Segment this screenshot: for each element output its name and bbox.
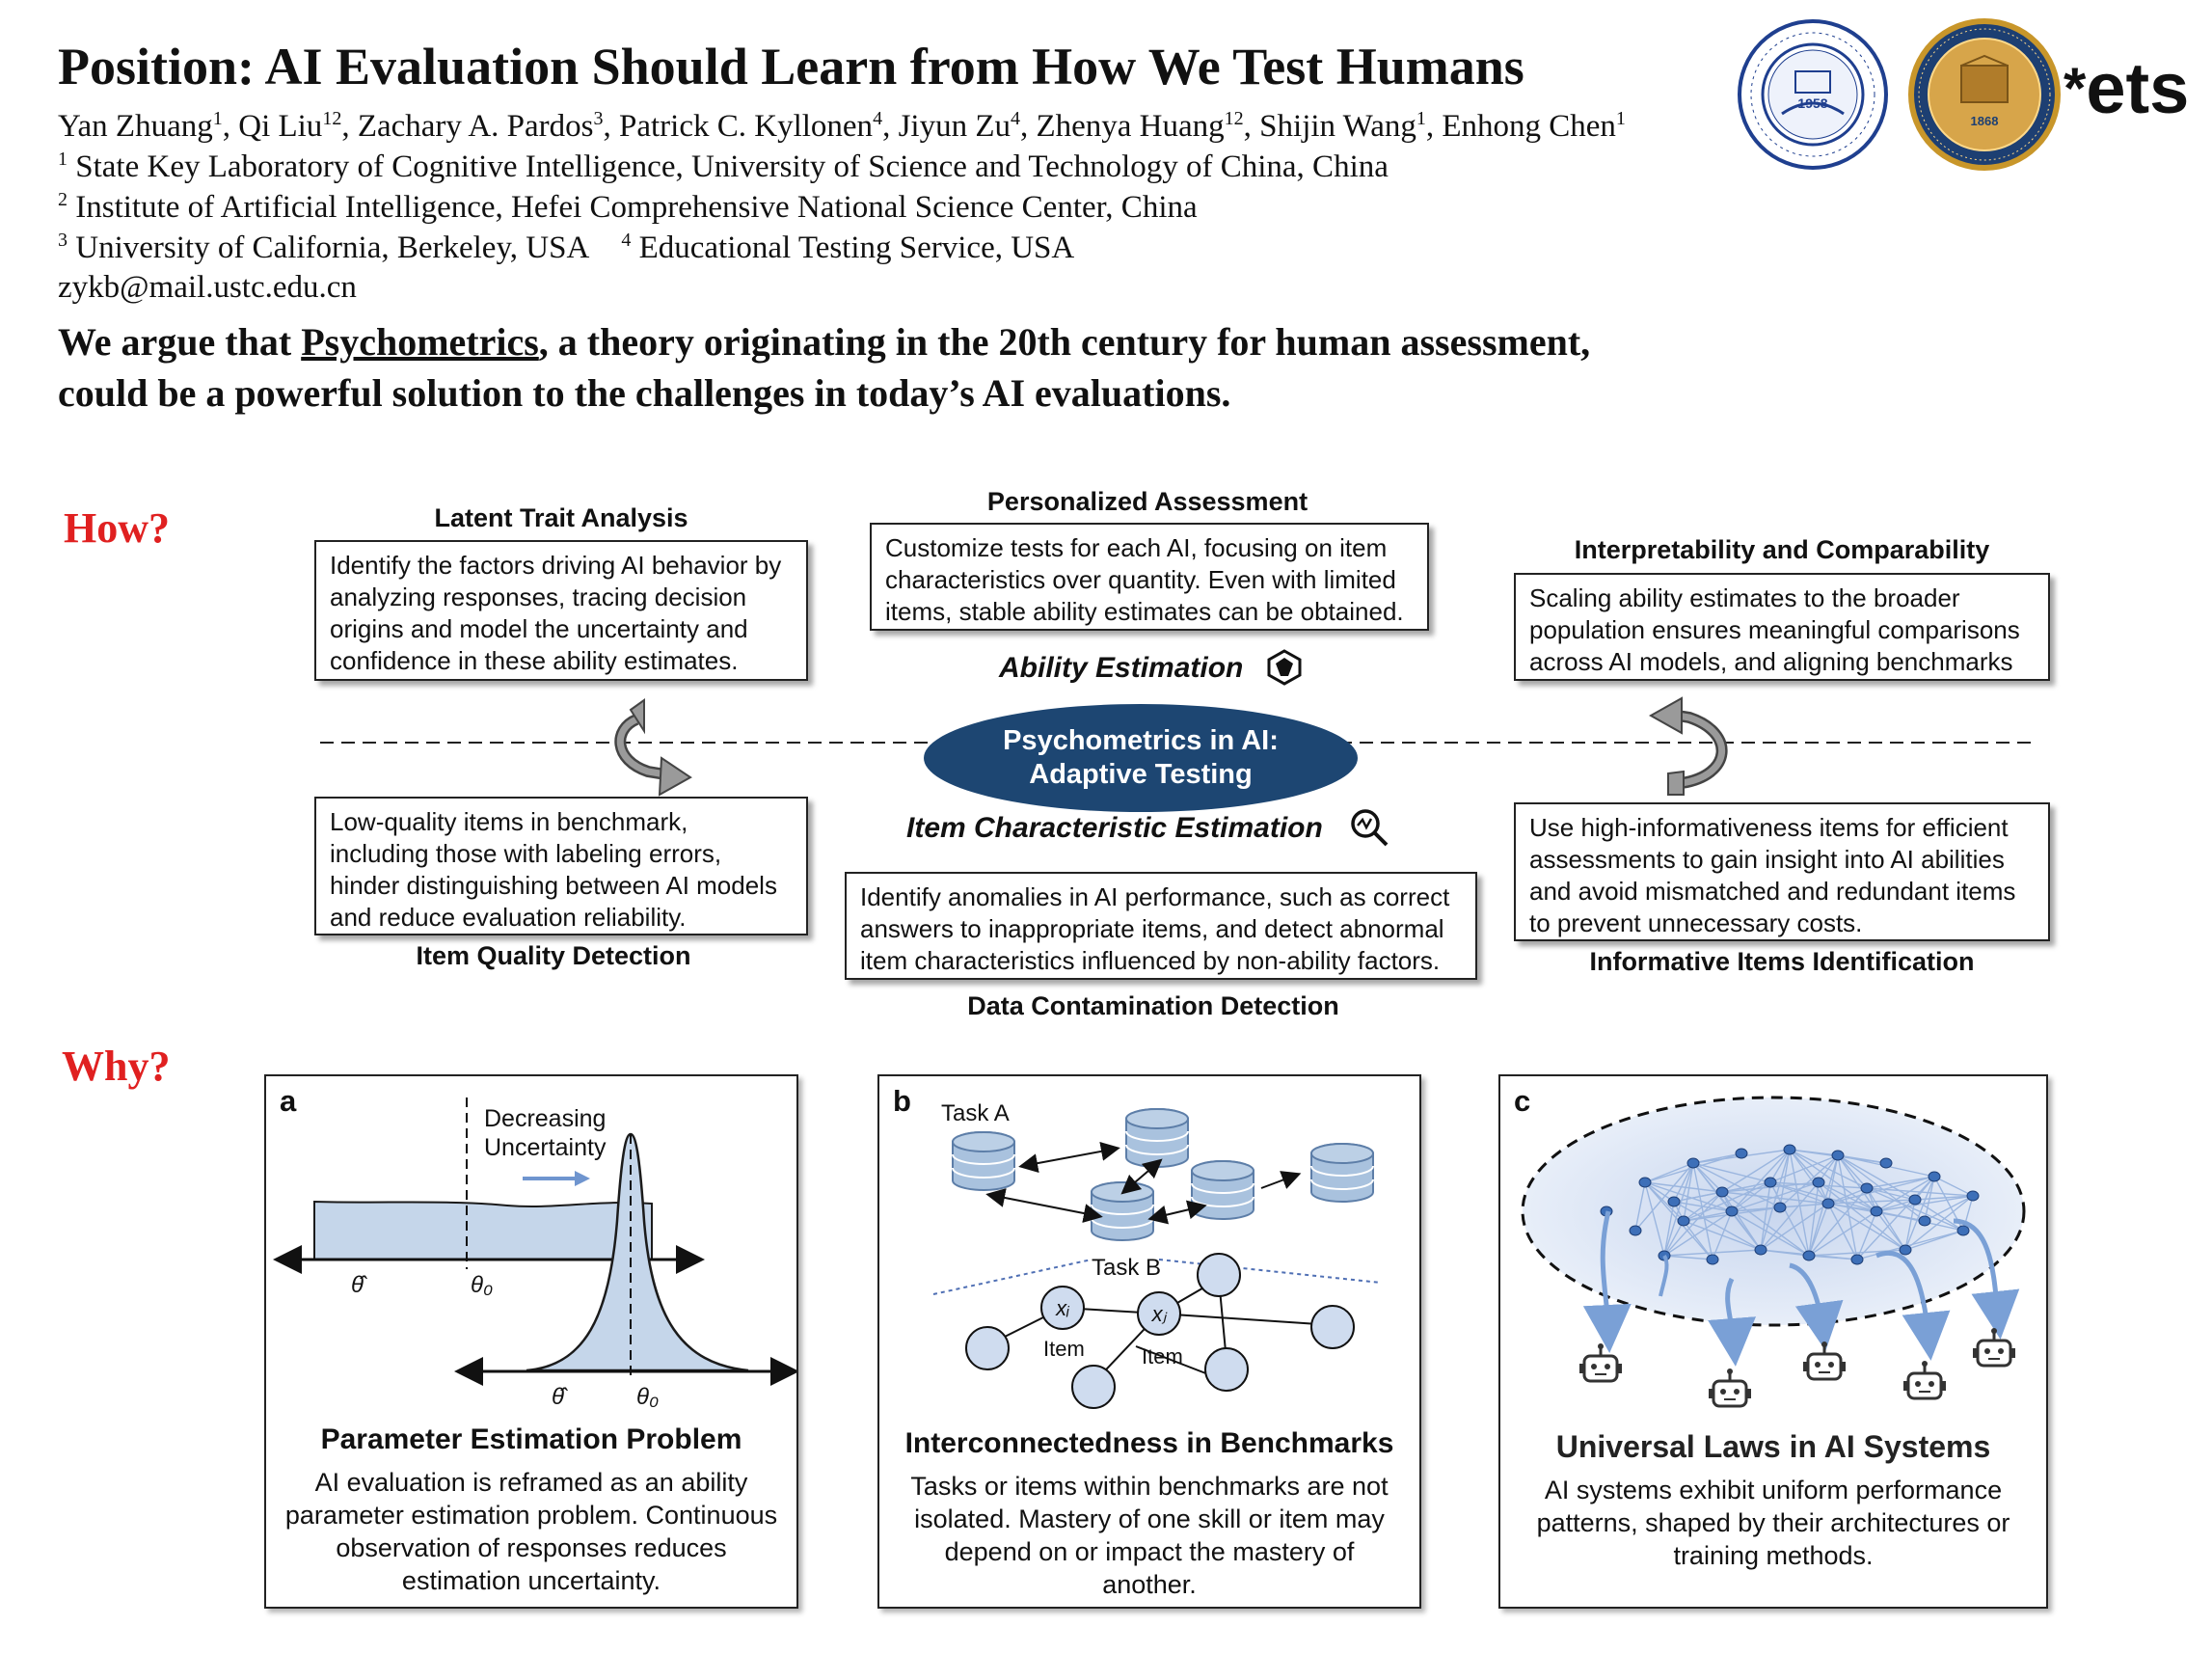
network-node (1765, 1178, 1776, 1187)
author-aff: 1 (212, 108, 223, 129)
uncertainty-distribution-figure (266, 1076, 796, 1423)
latent-trait-title: Latent Trait Analysis (434, 503, 688, 532)
author-list: Yan Zhuang$^1$, Qi Liu$^{12}$, Zachary A. Pardos$^3$, Patrick C. Kyllonen$^4$, Jiyun Zu$^4$, Zhenya Huang$^{12}$, Shijin Wang$^1$, Enhong Chen$^1$ (58, 108, 1626, 144)
ets-logo-text: ets (2086, 48, 2190, 128)
network-node (1957, 1226, 1969, 1235)
affiliation-1: $^1$ State Key Laboratory of Cognitive Intelligence, University of Science and Technology of China, China (58, 149, 1389, 184)
panel-letter: c (1514, 1084, 1531, 1118)
author-name: Yan Zhuang (58, 109, 213, 144)
ets-logo: *ets (2064, 48, 2190, 128)
claim-highlight: Psychometrics (301, 320, 539, 364)
network-node (1639, 1178, 1651, 1187)
task-a-label: Task A (941, 1100, 1010, 1126)
affiliation-text: State Key Laboratory of Cognitive Intelligence, University of Science and Technology of China, China (75, 149, 1389, 184)
ai-robot-icon (1709, 1368, 1751, 1406)
network-node (1736, 1149, 1747, 1158)
network-node (1871, 1206, 1882, 1216)
author-name: Shijin Wang (1259, 109, 1416, 144)
network-node (1832, 1151, 1844, 1160)
item-node (966, 1327, 1009, 1369)
panel-a (264, 1074, 798, 1609)
personalized-assessment-box: Customize tests for each AI, focusing on item characteristics over quantity. Even with limited items, stable ability estimates can be obtained. (870, 523, 1429, 631)
affiliation-2: $^2$ Institute of Artificial Intelligence, Hefei Comprehensive National Science Center, China (58, 189, 1198, 225)
author-name: Enhong Chen (1442, 109, 1616, 144)
center-node-line: Adaptive Testing (1029, 759, 1253, 790)
interpretability-box: Scaling ability estimates to the broader population ensures meaningful comparisons across AI models, and aligning benchmarks (1514, 573, 2050, 681)
author-name: Zhenya Huang (1036, 109, 1225, 144)
network-node (1909, 1195, 1921, 1205)
informative-items-box: Use high-informativeness items for efficient assessments to gain insight into AI abilities and avoid mismatched and redundant items to prevent unnecessary costs. (1514, 802, 2050, 941)
network-node (1851, 1255, 1863, 1264)
berkeley-year: 1868 (1970, 114, 1999, 128)
magnifier-chart-icon (1348, 806, 1390, 849)
network-node (1668, 1197, 1680, 1206)
affiliation-text: Institute of Artificial Intelligence, Hefei Comprehensive National Science Center, China (75, 190, 1198, 225)
database-icon (1126, 1109, 1188, 1167)
personalized-assessment-title: Personalized Assessment (986, 487, 1308, 516)
network-node (1861, 1183, 1873, 1193)
author-aff: 12 (1224, 108, 1244, 129)
ustc-logo (1736, 17, 1890, 172)
author-aff: 4 (873, 108, 883, 129)
ability-estimation-label (999, 652, 1243, 685)
model-population-boundary (1523, 1097, 2024, 1325)
author-name: Patrick C. Kyllonen (619, 109, 874, 144)
theta-zero-label: θ₀ (471, 1272, 494, 1298)
right-cycle-arrow-icon (1651, 698, 1722, 795)
why-label: Why? (62, 1043, 171, 1090)
claim-text: could be a powerful solution to the challenges in today’s AI evaluations. (58, 371, 1231, 415)
panel-letter: b (893, 1084, 911, 1118)
network-node (1716, 1187, 1728, 1197)
claim-text: We argue that (58, 320, 302, 364)
ai-robot-icon (1803, 1341, 1846, 1379)
item-label: Item (1142, 1344, 1183, 1368)
network-node (1803, 1251, 1815, 1260)
ai-robot-icon (1903, 1361, 1946, 1398)
affiliation-text: Educational Testing Service, USA (638, 230, 1075, 265)
panel-a-text: AI evaluation is reframed as an ability parameter estimation problem. Continuous observation of responses reduces estimation uncertainty. (284, 1468, 778, 1595)
ability-estimation-text: Ability Estimation (999, 652, 1244, 684)
item-node (1311, 1306, 1354, 1348)
xi-label: xᵢ (1056, 1296, 1069, 1320)
author-name: Qi Liu (238, 109, 323, 144)
poster-title: Position: AI Evaluation Should Learn from How We Test Humans (58, 38, 1524, 95)
item-label: Item (1043, 1337, 1085, 1361)
position-claim (58, 316, 1986, 419)
network-node (1707, 1255, 1718, 1264)
item-quality-title: Item Quality Detection (416, 941, 691, 970)
informative-items-title: Informative Items Identification (1589, 947, 1975, 976)
ai-robot-icon (1579, 1343, 1622, 1381)
network-node (1774, 1203, 1786, 1212)
author-aff: 1 (1615, 108, 1626, 129)
network-node (1784, 1145, 1795, 1154)
xj-label: xⱼ (1151, 1302, 1167, 1326)
network-node (1755, 1245, 1767, 1255)
benchmark-network-figure (879, 1076, 1419, 1423)
panel-c-heading: Universal Laws in AI Systems (1555, 1429, 1991, 1464)
broad-distribution (314, 1202, 652, 1260)
network-node (1726, 1206, 1738, 1216)
database-icon (953, 1132, 1014, 1190)
panel-c (1498, 1074, 2048, 1609)
network-node (1630, 1226, 1641, 1235)
item-characteristic-estimation-text: Item Characteristic Estimation (906, 812, 1323, 844)
author-name: Zachary A. Pardos (357, 109, 594, 144)
interpretability-title: Interpretability and Comparability (1574, 535, 1990, 564)
decreasing-uncertainty-line1: Decreasing (484, 1105, 607, 1132)
item-node (1072, 1366, 1115, 1408)
network-node (1813, 1178, 1824, 1187)
data-contamination-title: Data Contamination Detection (967, 991, 1339, 1020)
network-node (1822, 1199, 1834, 1208)
network-node (1900, 1245, 1911, 1255)
network-node (1687, 1158, 1699, 1168)
decreasing-uncertainty-line2: Uncertainty (484, 1134, 607, 1161)
panel-b-heading: Interconnectedness in Benchmarks (904, 1427, 1394, 1459)
how-label: How? (64, 504, 170, 552)
item-quality-box: Low-quality items in benchmark, including those with labeling errors, hinder distinguishing between AI models and reduce evaluation reliability. (314, 797, 808, 935)
network-node (1678, 1216, 1689, 1226)
berkeley-seal-logo (1907, 17, 2062, 172)
ai-systems-network-figure (1500, 1076, 2046, 1443)
panel-c-text: AI systems exhibit uniform performance patterns, shaped by their architectures or training methods. (1536, 1476, 2010, 1570)
author-aff: 12 (322, 108, 342, 129)
item-characteristic-estimation-label (906, 812, 1323, 845)
center-node-line: Psychometrics in AI: (1003, 725, 1279, 756)
panel-b (877, 1074, 1421, 1609)
theta-hat-label: θ̂ (552, 1384, 565, 1410)
psychometrics-adaptive-testing-node (924, 704, 1358, 812)
claim-text: , a theory originating in the 20th century for human assessment, (538, 320, 1591, 364)
network-node (1929, 1172, 1940, 1181)
panel-b-text: Tasks or items within benchmarks are not isolated. Mastery of one skill or item may depend on or impact the mastery of another. (910, 1472, 1389, 1599)
database-icon (1311, 1144, 1373, 1202)
affiliation-text: University of California, Berkeley, USA (75, 230, 590, 265)
network-node (1919, 1216, 1930, 1226)
author-aff: 1 (1416, 108, 1426, 129)
author-name: Jiyun Zu (898, 109, 1011, 144)
database-icon (1192, 1161, 1254, 1219)
data-contamination-box: Identify anomalies in AI performance, such as correct answers to inappropriate items, and detect abnormal item characteristics influenced by non-ability factors. (845, 872, 1477, 980)
left-cycle-arrow-icon (620, 700, 690, 795)
theta-zero-label: θ₀ (636, 1384, 660, 1410)
task-b-label: Task B (1092, 1255, 1162, 1281)
panel-a-heading: Parameter Estimation Problem (320, 1423, 742, 1455)
ustc-year: 1958 (1797, 95, 1828, 111)
ai-robot-icon (1973, 1328, 2015, 1366)
author-aff: 4 (1010, 108, 1020, 129)
panel-letter: a (280, 1084, 297, 1118)
item-node (1205, 1348, 1248, 1391)
item-node (1198, 1254, 1240, 1296)
latent-trait-box: Identify the factors driving AI behavior by analyzing responses, tracing decision origins and model the uncertainty and confidence in these ability estimates. (314, 540, 808, 681)
contact-email: zykb@mail.ustc.edu.cn (58, 270, 357, 305)
network-node (1880, 1158, 1892, 1168)
database-icon (1092, 1182, 1153, 1240)
network-node (1967, 1191, 1979, 1201)
hexagon-gem-icon (1265, 648, 1304, 687)
author-aff: 3 (593, 108, 604, 129)
theta-hat-label: θ̂ (351, 1272, 364, 1298)
affiliation-3-4: $^3$ University of California, Berkeley, USA $^4$ Educational Testing Service, USA (58, 230, 1075, 265)
